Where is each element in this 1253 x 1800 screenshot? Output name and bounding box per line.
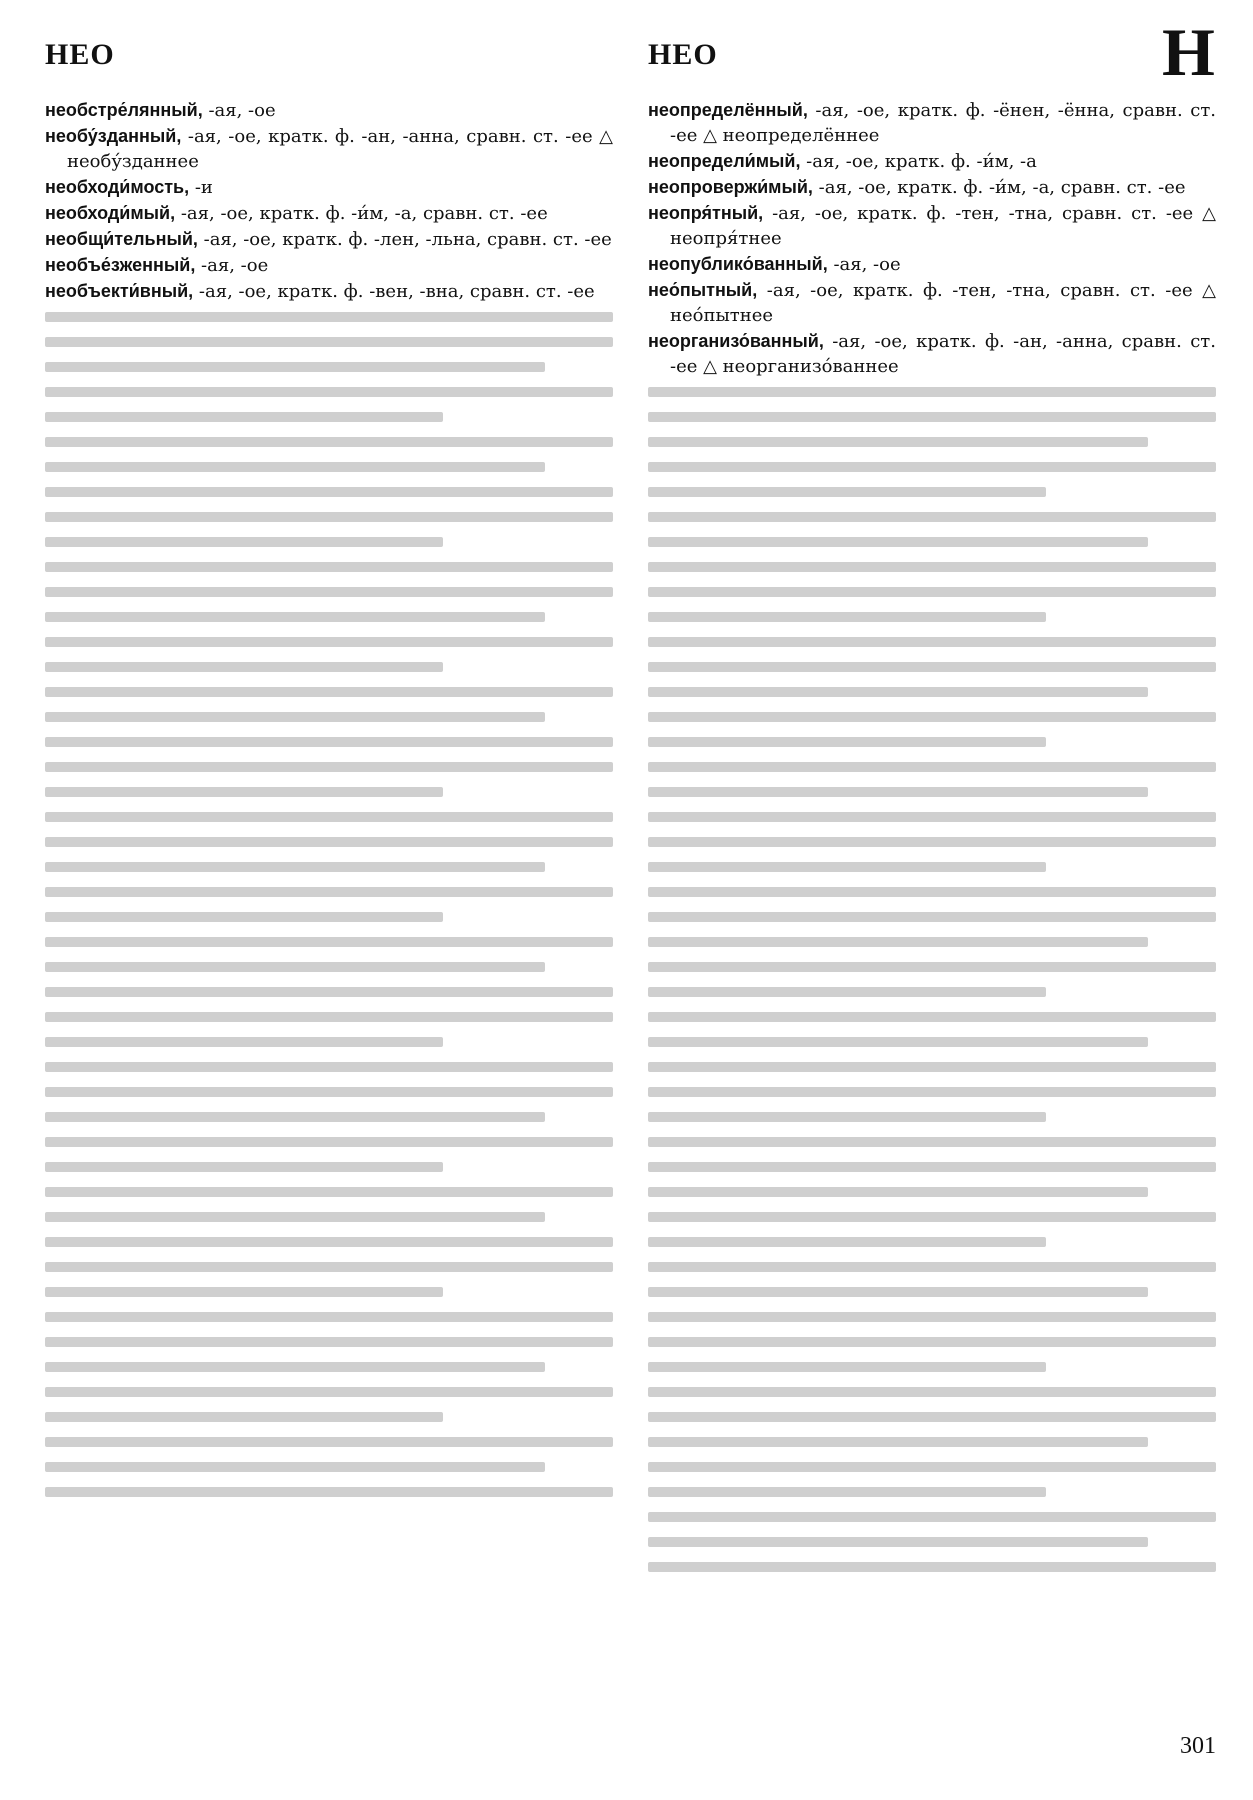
- placeholder-line: [648, 712, 1216, 722]
- placeholder-line: [648, 1387, 1216, 1397]
- placeholder-line: [648, 1537, 1148, 1547]
- running-head-right: НЕО: [648, 38, 718, 71]
- placeholder-line: [648, 387, 1216, 397]
- dictionary-entry: [45, 98, 613, 123]
- entry-headword: нео́пытный,: [648, 280, 758, 300]
- page-number: 301: [1180, 1733, 1216, 1759]
- placeholder-line: [648, 787, 1148, 797]
- entry-headword: необходи́мость,: [45, 177, 190, 197]
- placeholder-line: [45, 1037, 443, 1047]
- placeholder-line: [648, 1162, 1216, 1172]
- placeholder-line: [45, 787, 443, 797]
- placeholder-line: [648, 1487, 1046, 1497]
- placeholder-line: [45, 1112, 545, 1122]
- placeholder-line: [45, 512, 613, 522]
- placeholder-line: [45, 1287, 443, 1297]
- placeholder-line: [45, 437, 613, 447]
- placeholder-line: [648, 1237, 1046, 1247]
- placeholder-line: [648, 1362, 1046, 1372]
- entry-headword: неопровержи́мый,: [648, 177, 813, 197]
- placeholder-line: [648, 1462, 1216, 1472]
- placeholder-line: [45, 1212, 545, 1222]
- placeholder-line: [648, 462, 1216, 472]
- section-letter: Н: [1162, 14, 1215, 90]
- placeholder-line: [45, 1262, 613, 1272]
- entry-definition: -ая, -ое, кратк. ф. -вен, -вна, сравн. ст. -ее: [193, 281, 595, 302]
- dictionary-entry: [45, 227, 613, 252]
- placeholder-line: [45, 1462, 545, 1472]
- placeholder-line: [648, 1262, 1216, 1272]
- placeholder-line: [45, 487, 613, 497]
- placeholder-line: [45, 662, 443, 672]
- entry-definition: -ая, -ое, кратк. ф. -ан, -анна, сравн. ст. -ее △ неорганизо́ваннее: [670, 331, 1216, 377]
- placeholder-line: [45, 587, 613, 597]
- entry-definition: -ая, -ое, кратк. ф. -тен, -тна, сравн. ст. -ее △ неопря́тнее: [670, 203, 1216, 249]
- entry-definition: -и: [189, 177, 213, 198]
- entry-headword: неорганизо́ванный,: [648, 331, 824, 351]
- placeholder-line: [648, 662, 1216, 672]
- dictionary-entry: [45, 253, 613, 278]
- placeholder-line: [45, 962, 545, 972]
- placeholder-line: [45, 762, 613, 772]
- placeholder-line: [648, 1412, 1216, 1422]
- placeholder-line: [45, 1362, 545, 1372]
- placeholder-line: [648, 1037, 1148, 1047]
- placeholder-line: [45, 337, 613, 347]
- entry-definition: -ая, -ое, кратк. ф. -тен, -тна, сравн. ст. -ее △ нео́пытнее: [670, 280, 1216, 326]
- entry-headword: неопределённый,: [648, 100, 808, 120]
- placeholder-line: [648, 412, 1216, 422]
- placeholder-line: [648, 487, 1046, 497]
- placeholder-line: [648, 537, 1148, 547]
- placeholder-line: [648, 437, 1148, 447]
- placeholder-line: [45, 1312, 613, 1322]
- placeholder-line: [648, 1212, 1216, 1222]
- dictionary-entry: [648, 201, 1216, 251]
- entry-definition: -ая, -ое, кратк. ф. -лен, -льна, сравн. ст. -ее: [197, 229, 612, 250]
- entry-definition: -ая, -ое: [195, 255, 269, 276]
- placeholder-line: [45, 1062, 613, 1072]
- placeholder-line: [648, 812, 1216, 822]
- placeholder-line: [648, 637, 1216, 647]
- placeholder-line: [45, 987, 613, 997]
- placeholder-line: [45, 412, 443, 422]
- running-head-left: НЕО: [45, 38, 115, 71]
- placeholder-line: [648, 1287, 1148, 1297]
- entry-headword: необу́зданный,: [45, 126, 182, 146]
- entry-headword: неопредели́мый,: [648, 151, 801, 171]
- right-placeholder-lines: [648, 387, 1216, 1572]
- entry-headword: необщи́тельный,: [45, 229, 198, 249]
- placeholder-line: [45, 1187, 613, 1197]
- placeholder-line: [648, 1187, 1148, 1197]
- placeholder-line: [45, 1387, 613, 1397]
- placeholder-line: [45, 537, 443, 547]
- placeholder-line: [648, 687, 1148, 697]
- placeholder-line: [45, 712, 545, 722]
- placeholder-line: [648, 987, 1046, 997]
- dictionary-entry: [648, 278, 1216, 328]
- placeholder-line: [648, 762, 1216, 772]
- entry-definition: -ая, -ое, кратк. ф. -и́м, -а, сравн. ст. -ее: [175, 203, 548, 224]
- placeholder-line: [648, 837, 1216, 847]
- entry-definition: -ая, -ое, кратк. ф. -ан, -анна, сравн. ст. -ее △ необу́зданнее: [67, 126, 613, 172]
- placeholder-line: [648, 887, 1216, 897]
- placeholder-line: [45, 887, 613, 897]
- placeholder-line: [45, 912, 443, 922]
- placeholder-line: [45, 737, 613, 747]
- placeholder-line: [45, 1337, 613, 1347]
- placeholder-line: [45, 1162, 443, 1172]
- dictionary-entry: [648, 149, 1216, 174]
- placeholder-line: [648, 1512, 1216, 1522]
- entry-definition: -ая, -ое: [202, 100, 276, 121]
- dictionary-entry: [648, 175, 1216, 200]
- placeholder-line: [648, 737, 1046, 747]
- placeholder-line: [648, 862, 1046, 872]
- entry-headword: необходи́мый,: [45, 203, 176, 223]
- left-entries: [45, 98, 613, 304]
- placeholder-line: [45, 862, 545, 872]
- placeholder-line: [648, 1562, 1216, 1572]
- placeholder-line: [45, 1012, 613, 1022]
- placeholder-line: [648, 1112, 1046, 1122]
- placeholder-line: [648, 1312, 1216, 1322]
- dictionary-entry: [45, 201, 613, 226]
- placeholder-line: [45, 1487, 613, 1497]
- placeholder-line: [45, 387, 613, 397]
- placeholder-line: [45, 1087, 613, 1097]
- placeholder-line: [45, 937, 613, 947]
- dictionary-entry: [648, 329, 1216, 379]
- placeholder-line: [45, 362, 545, 372]
- placeholder-line: [45, 637, 613, 647]
- placeholder-line: [648, 1437, 1148, 1447]
- entry-definition: -ая, -ое: [827, 254, 901, 275]
- entry-headword: необъекти́вный,: [45, 281, 194, 301]
- placeholder-line: [648, 962, 1216, 972]
- dictionary-entry: [45, 279, 613, 304]
- placeholder-line: [648, 612, 1046, 622]
- entry-headword: неопря́тный,: [648, 203, 764, 223]
- dictionary-entry: [648, 98, 1216, 148]
- placeholder-line: [648, 1087, 1216, 1097]
- placeholder-line: [45, 837, 613, 847]
- entry-definition: -ая, -ое, кратк. ф. -и́м, -а: [800, 151, 1037, 172]
- entry-definition: -ая, -ое, кратк. ф. -и́м, -а, сравн. ст. -ее: [812, 177, 1186, 198]
- dictionary-entry: [45, 124, 613, 174]
- entry-headword: необъе́зженный,: [45, 255, 196, 275]
- dictionary-entry: [648, 252, 1216, 277]
- placeholder-line: [648, 1012, 1216, 1022]
- placeholder-line: [648, 937, 1148, 947]
- entry-headword: неопублико́ванный,: [648, 254, 828, 274]
- placeholder-line: [648, 1137, 1216, 1147]
- placeholder-line: [648, 562, 1216, 572]
- right-entries: [648, 98, 1216, 379]
- right-column: [648, 98, 1216, 1587]
- left-placeholder-lines: [45, 312, 613, 1497]
- left-column: [45, 98, 613, 1512]
- placeholder-line: [45, 812, 613, 822]
- placeholder-line: [45, 312, 613, 322]
- entry-definition: -ая, -ое, кратк. ф. -ёнен, -ённа, сравн. ст. -ее △ неопределённее: [670, 100, 1216, 146]
- placeholder-line: [648, 1337, 1216, 1347]
- entry-headword: необстре́лянный,: [45, 100, 203, 120]
- placeholder-line: [45, 687, 613, 697]
- placeholder-line: [45, 1137, 613, 1147]
- placeholder-line: [45, 1437, 613, 1447]
- dictionary-entry: [45, 175, 613, 200]
- placeholder-line: [45, 1412, 443, 1422]
- placeholder-line: [648, 512, 1216, 522]
- placeholder-line: [648, 587, 1216, 597]
- placeholder-line: [45, 462, 545, 472]
- placeholder-line: [45, 562, 613, 572]
- placeholder-line: [648, 1062, 1216, 1072]
- placeholder-line: [45, 612, 545, 622]
- placeholder-line: [45, 1237, 613, 1247]
- placeholder-line: [648, 912, 1216, 922]
